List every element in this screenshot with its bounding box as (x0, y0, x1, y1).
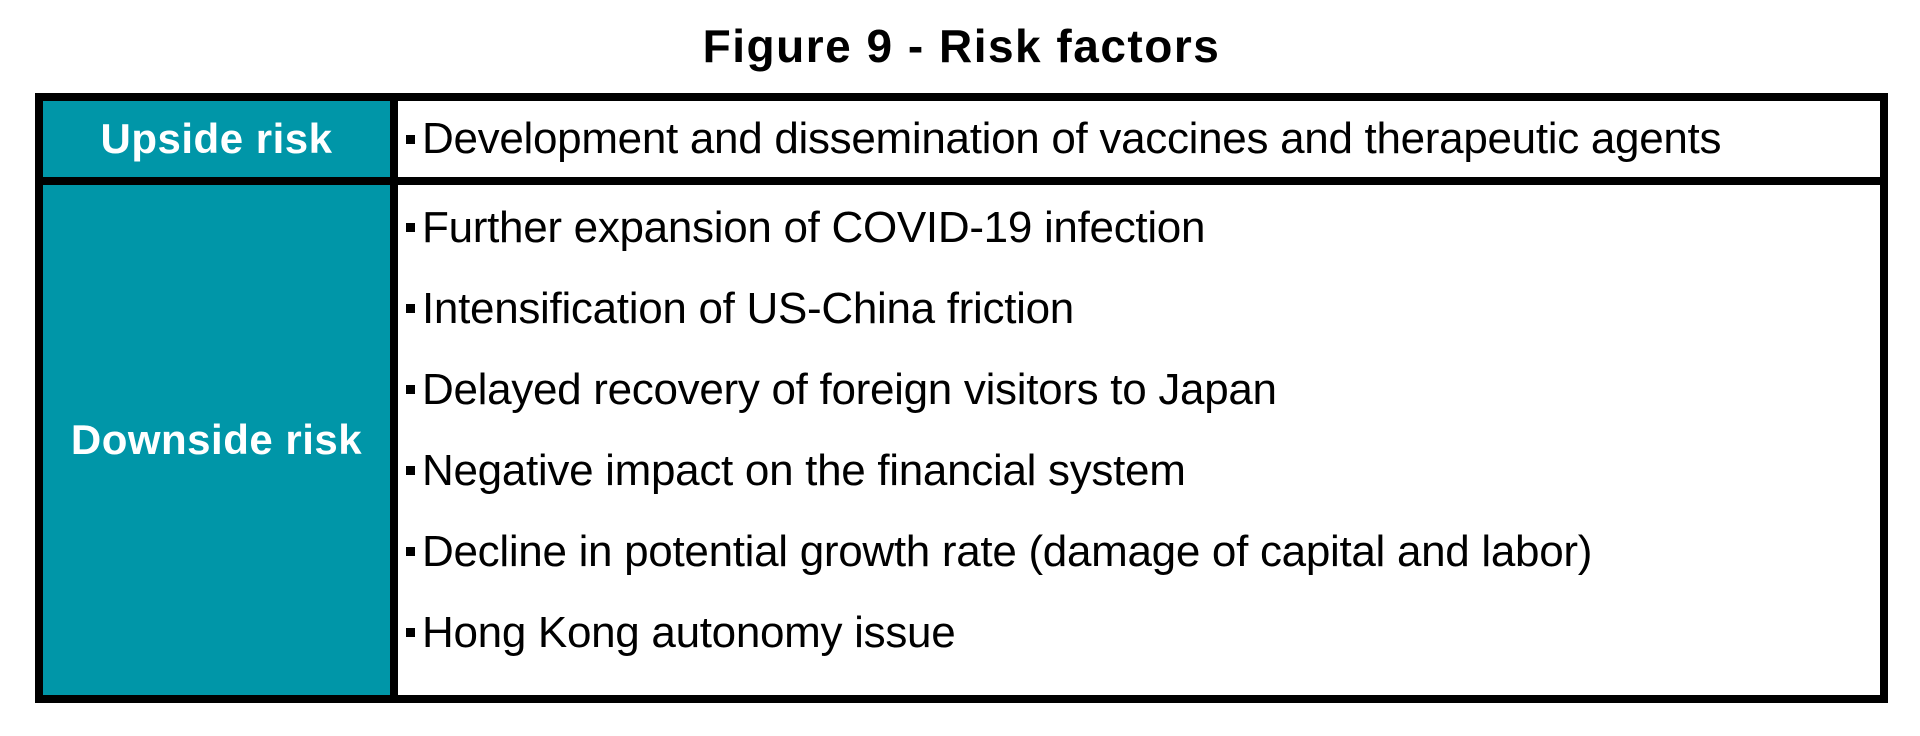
bullet-icon (406, 223, 415, 232)
upside-risk-content-cell (398, 101, 1880, 185)
risk-item-text: Hong Kong autonomy issue (422, 607, 956, 657)
risk-item-text: Decline in potential growth rate (damage of capital and labor) (422, 526, 1593, 576)
risk-item (406, 446, 1880, 496)
risk-item-text: Negative impact on the financial system (422, 445, 1186, 495)
risk-item-text: Intensification of US-China friction (422, 283, 1074, 333)
risk-item-text: Delayed recovery of foreign visitors to Japan (422, 364, 1277, 414)
bullet-icon (406, 466, 415, 475)
bullet-icon (406, 547, 415, 556)
upside-risk-label-cell: Upside risk (43, 101, 398, 185)
risk-item (406, 284, 1880, 334)
downside-risk-label-cell: Downside risk (43, 185, 398, 695)
risk-factors-table (35, 93, 1888, 703)
bullet-icon (406, 385, 415, 394)
bullet-icon (406, 628, 415, 637)
risk-item (406, 608, 1880, 658)
risk-item-text: Development and dissemination of vaccines and therapeutic agents (422, 114, 1722, 163)
figure-title: Figure 9 - Risk factors (702, 20, 1221, 72)
bullet-icon (406, 304, 415, 313)
risk-item (406, 114, 1880, 164)
risk-item-text: Further expansion of COVID-19 infection (422, 202, 1206, 252)
risk-item (406, 365, 1880, 415)
bullet-icon (406, 135, 415, 144)
risk-item (406, 527, 1880, 577)
downside-risk-content-cell (398, 185, 1880, 695)
risk-item (406, 203, 1880, 253)
